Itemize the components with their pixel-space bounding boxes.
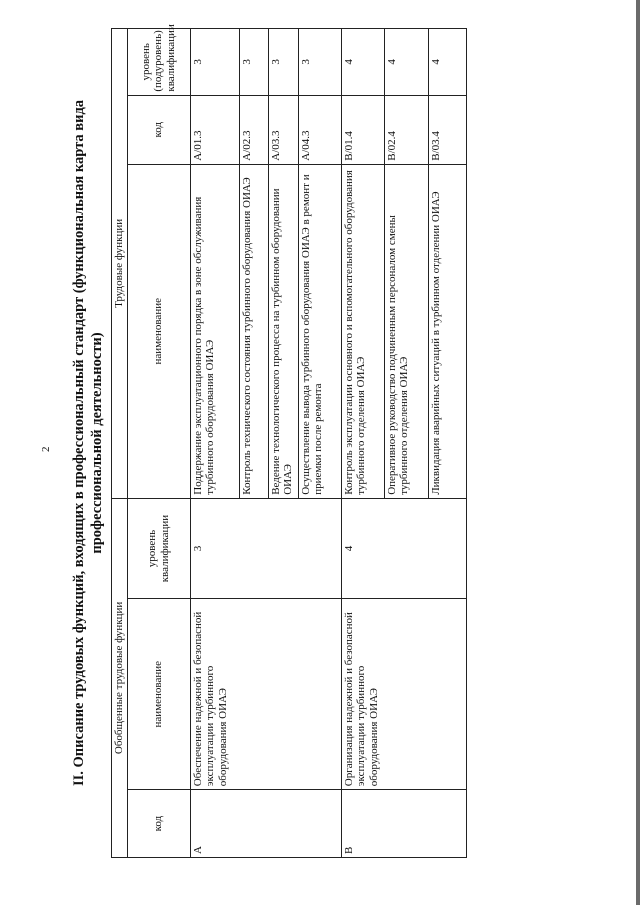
gen-name-cell: Организация надежной и безопасной эксплуатации турбинного оборудования ОИАЭ bbox=[341, 599, 466, 790]
scan-edge bbox=[636, 0, 640, 905]
rotated-content bbox=[70, 24, 610, 858]
tf-name-cell: Контроль эксплуатации основного и вспомогательного оборудования турбинного отделения ОИАЭ bbox=[341, 164, 384, 498]
tf-level-cell: 4 bbox=[341, 29, 384, 96]
gen-code-cell: A bbox=[190, 790, 341, 858]
section-title-line-1: II. Описание трудовых функций, входящих в профессиональный стандарт (функциональная карта вида bbox=[71, 99, 87, 787]
gen-level-cell: 4 bbox=[341, 498, 466, 599]
tf-code-cell: B/02.4 bbox=[384, 95, 428, 164]
tf-code-cell: B/01.4 bbox=[341, 95, 384, 164]
table-row bbox=[190, 29, 239, 858]
tf-name-cell: Ликвидация аварийных ситуаций в турбинном отделении ОИАЭ bbox=[428, 164, 466, 498]
tf-code-cell: A/01.3 bbox=[190, 95, 239, 164]
gen-level-cell: 3 bbox=[190, 498, 341, 599]
tf-level-cell: 4 bbox=[428, 29, 466, 96]
page-number: 2 bbox=[40, 446, 52, 452]
table-row bbox=[341, 29, 384, 858]
tf-level-header: уровень (подуровень) квалификации bbox=[127, 29, 190, 96]
gen-code-header: код bbox=[127, 790, 190, 858]
tf-level-cell: 3 bbox=[190, 29, 239, 96]
gen-name-header: наименование bbox=[127, 599, 190, 790]
labor-functions-header: Трудовые функции bbox=[112, 29, 128, 499]
tf-name-cell: Поддержание эксплуатационного порядка в зоне обслуживания турбинного оборудования ОИАЭ bbox=[190, 164, 239, 498]
tf-name-cell: Осуществление вывода турбинного оборудования ОИАЭ в ремонт и приемки после ремонта bbox=[298, 164, 341, 498]
tf-level-cell: 4 bbox=[384, 29, 428, 96]
tf-code-cell: A/04.3 bbox=[298, 95, 341, 164]
tf-code-cell: A/02.3 bbox=[239, 95, 268, 164]
tf-level-cell: 3 bbox=[239, 29, 268, 96]
tf-code-header: код bbox=[127, 95, 190, 164]
tf-name-cell: Ведение технологического процесса на турбинном оборудовании ОИАЭ bbox=[268, 164, 298, 498]
tf-name-header: наименование bbox=[127, 164, 190, 498]
section-title bbox=[70, 28, 106, 858]
section-title-line-2: профессиональной деятельности) bbox=[89, 332, 105, 554]
gen-name-cell: Обеспечение надежной и безопасной эксплуатации турбинного оборудования ОИАЭ bbox=[190, 599, 341, 790]
tf-name-cell: Контроль технического состояния турбинного оборудования ОИАЭ bbox=[239, 164, 268, 498]
gen-level-header: уровень квалификации bbox=[127, 498, 190, 599]
gen-code-cell: B bbox=[341, 790, 466, 858]
tf-level-cell: 3 bbox=[298, 29, 341, 96]
functional-map-table bbox=[111, 24, 467, 858]
tf-level-cell: 3 bbox=[268, 29, 298, 96]
tf-name-cell: Оперативное руководство подчиненным персоналом смены турбинного отделения ОИАЭ bbox=[384, 164, 428, 498]
tf-code-cell: A/03.3 bbox=[268, 95, 298, 164]
generalized-functions-header: Обобщенные трудовые функции bbox=[112, 498, 128, 857]
tf-code-cell: B/03.4 bbox=[428, 95, 466, 164]
